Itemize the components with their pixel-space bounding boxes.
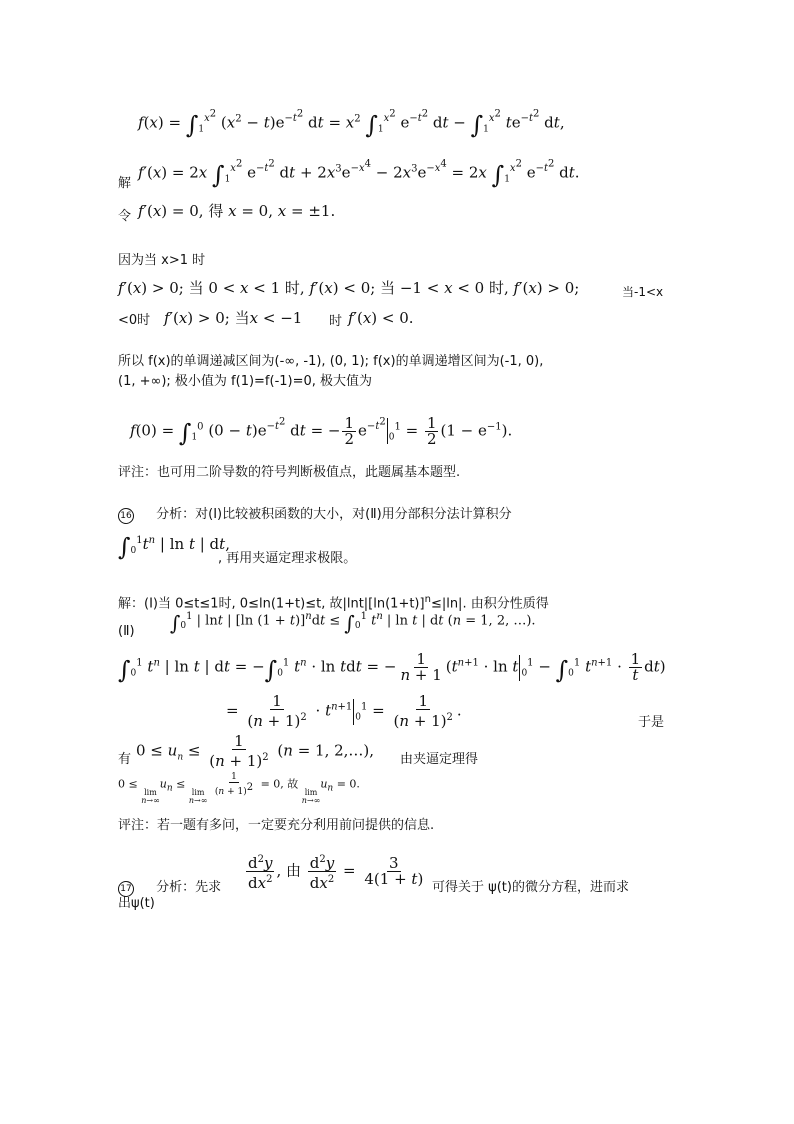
formula-sign-analysis-3: f′(x) < 0. xyxy=(348,309,414,327)
q17-mid: 可得关于 ψ(t)的微分方程，进而求 xyxy=(432,880,629,895)
formula-un-bounds: $0 \le u_n$ ≤ $\frac{1}{(n + 1)^2}$ (n = 1, 2,…), xyxy=(136,732,375,770)
formula-integral-tn-lnt: $\int_0^1t^n$ | ln t | dt, xyxy=(118,533,230,561)
text-suoyi-1: 所以 f(x)的单调递减区间为(-∞, -1), (0, 1); f(x)的单调递增区间为(-1, 0), xyxy=(118,354,544,369)
q17-end: 出ψ(t) xyxy=(118,896,155,911)
jie-I-sup: n xyxy=(424,594,431,605)
q16-header xyxy=(118,507,512,524)
label-II: (Ⅱ) xyxy=(118,624,135,639)
label-ling: 令 xyxy=(118,209,132,224)
formula-integral-inequality: $\int_0^1$ | lnt | [ln $(1 + t)]^ndt \le \int_0^1$ $t^n$ | ln t | dt (n = 1, 2, …). xyxy=(170,611,536,636)
formula-second-derivative: $\frac{d^2y}{dx^2}$ , 由 $\frac{d^2y}{dx^2}$ = $\frac{3}{4(1 + t)}$ xyxy=(248,854,424,892)
q17-pre: 分析：先求 xyxy=(156,880,222,895)
formula-sign-analysis: f′(x) > 0; 当 0 < x < 1 时, f′(x) < 0; 当 −1 < x < 0 时, f′(x) > 0; xyxy=(118,279,580,297)
q17-number: 17 xyxy=(118,881,134,897)
formula-f0: $f(0) = \int_1^0$ $(0 - t)e^{-t^2}$ dt = − $\frac{1}{2}$ $e^{-t^2}_0^1$ = $\frac{1}{2}$ $(1 - e^{-1})$. xyxy=(130,413,513,448)
formula-by-parts-1: $\int_0^1$ $t^n$ | ln t | dt = $-\int_0^1$ $t^n \cdot \ln$ tdt = − $\frac{1}{n + 1}$ ($t^{n+1} \cdot \ln t$ $_0^1 - \int_0^1$ $t^{n+1}$ · $\frac{1}{t}$ dt) xyxy=(118,650,666,684)
q16-number: 16 xyxy=(118,508,134,524)
text-jiabi: 由夹逼定理得 xyxy=(400,752,479,767)
formula-by-parts-2: = $\frac{1}{(n + 1)^2}$ · $t^{n+1}_0^1$ = $\frac{1}{(n + 1)^2}$ . xyxy=(226,692,462,730)
text-pingzhu-1: 评注：也可用二阶导数的符号判断极值点，此题属基本题型. xyxy=(118,465,461,480)
formula-f-definition: $f(x) = \int_1^{x^2}$ $(x^2 - t)e^{-t^2}$ dt = $x^2$ $\int_1^{x^2}$ $e^{-t^2}$ dt − $\int_1^{x^2}$ $te^{-t^2}$ dt, xyxy=(138,109,565,140)
formula-critical-points: f′(x) = 0, 得 x = 0, x = ±1. xyxy=(138,202,336,220)
text-yinwei: 因为当 x>1 时 xyxy=(118,253,206,268)
formula-sign-analysis-2: f′(x) > 0; 当x < −1 xyxy=(164,309,303,327)
label-jie: 解 xyxy=(118,176,132,191)
text-suoyi-2: (1, +∞); 极小值为 f(1)=f(-1)=0, 极大值为 xyxy=(118,374,373,389)
jie-I-end: ≤|ln|. 由积分性质得 xyxy=(430,596,549,612)
text-pingzhu-2: 评注：若一题有多问，一定要充分利用前问提供的信息. xyxy=(118,818,435,833)
text-shi: 时 xyxy=(329,314,343,329)
text-lt0-shi: <0时 xyxy=(118,313,151,328)
text-yushi: 于是 xyxy=(638,715,665,730)
q16-text: 分析：对(Ⅰ)比较被积函数的大小，对(Ⅱ)用分部积分法计算积分 xyxy=(156,507,512,522)
jie-I-text: 解：(Ⅰ)当 0≤t≤1时, 0≤ln(1+t)≤t, 故|lnt|[ln(1+t)] xyxy=(118,596,425,612)
text-dang-neg1-x: 当-1<x xyxy=(622,285,664,299)
formula-limit: 0 ≤ lim n→∞ $u_n$ ≤ lim n→∞ $\frac{1}{(n + 1)^2}$ = 0, 故 lim n→∞ $u_n = 0$. xyxy=(118,772,360,805)
label-you: 有 xyxy=(118,752,132,767)
q17-header xyxy=(118,880,221,897)
formula-f-derivative: f′(x) = 2x $\int_1^{x^2}$ $e^{-t^2}$ dt + $2x^3e^{-x^4} - 2x^3e^{-x^4} = 2x$ $\int_1^{x^2}$ $e^{-t^2}$ dt. xyxy=(138,159,580,190)
q16-tail: , 再用夹逼定理求极限。 xyxy=(218,551,357,566)
